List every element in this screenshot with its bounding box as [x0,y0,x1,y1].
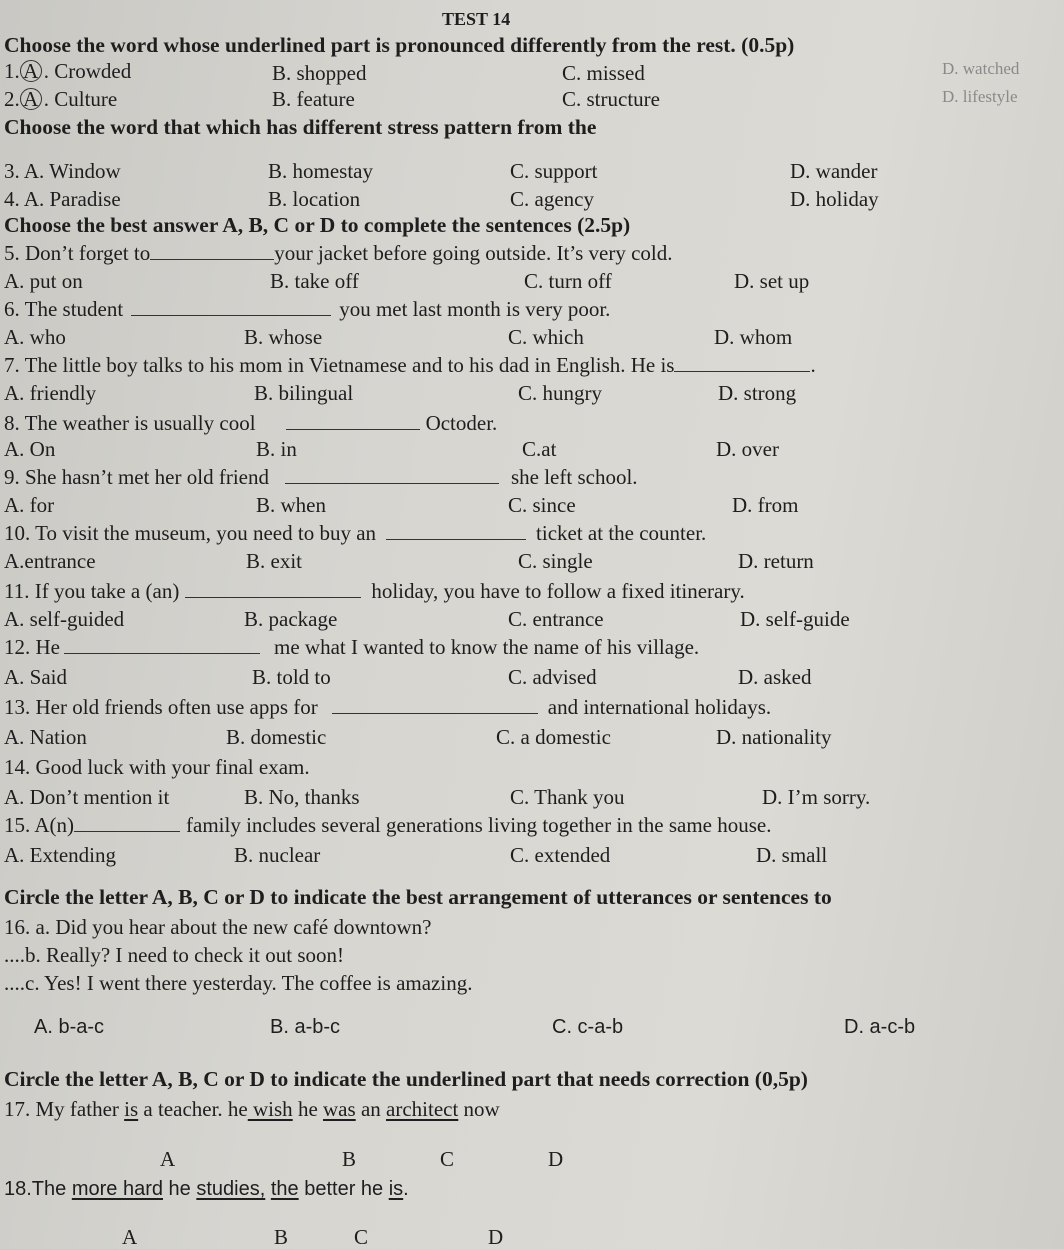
q7-option-b[interactable]: B. bilingual [254,381,354,405]
q17-number: 17. My father [4,1097,125,1121]
q8-option-b[interactable]: B. in [256,437,297,461]
q14-stem: 14. Good luck with your final exam. [4,755,310,779]
q2-option-b[interactable]: B. feature [272,87,355,111]
answer-blank[interactable] [74,830,180,832]
answer-blank[interactable] [386,538,526,540]
page-title: TEST 14 [442,9,511,29]
q7-stem-end: . [810,353,816,377]
q15-option-c[interactable]: C. extended [510,843,611,867]
answer-blank[interactable] [150,258,274,260]
q16-option-b[interactable]: B. a-b-c [270,1016,341,1038]
q17-underlined-a[interactable]: is [124,1097,139,1121]
q8-option-d[interactable]: D. over [716,437,779,461]
q7-stem: 7. The little boy talks to his mom in Vietnamese and to his dad in English. He is [4,353,675,377]
q3-option-b[interactable]: B. homestay [268,159,373,183]
q8-stem: 8. The weather is usually cool [4,411,256,435]
q13-option-d[interactable]: D. nationality [716,725,832,749]
answer-blank[interactable] [185,596,361,598]
q18-underlined-d[interactable]: is [388,1178,404,1200]
q18-underlined-c[interactable]: the [270,1178,299,1200]
q15-option-d[interactable]: D. small [756,843,828,867]
q14-option-b[interactable]: B. No, thanks [244,785,360,809]
q6-stem-end: you met last month is very poor. [339,297,611,321]
q17-text: he [292,1097,324,1121]
q17-label-b: B [342,1147,357,1171]
q10-option-d[interactable]: D. return [738,549,814,573]
q10-option-c[interactable]: C. single [518,549,593,573]
q18-number: 18.The [4,1178,72,1200]
q15-option-a[interactable]: A. Extending [4,843,116,867]
q17-underlined-d[interactable]: architect [386,1097,459,1121]
q17-label-c: C [440,1147,455,1171]
q14-option-d[interactable]: D. I’m sorry. [762,785,871,809]
q18-label-c: C [354,1225,369,1249]
q3-option-d[interactable]: D. wander [790,159,878,183]
q18-underlined-a[interactable]: more hard [71,1178,163,1200]
q5-option-b[interactable]: B. take off [270,269,359,293]
q7-option-a[interactable]: A. friendly [4,381,97,405]
q11-option-a[interactable]: A. self-guided [4,607,125,631]
section1-heading: Choose the word whose underlined part is pronounced differently from the rest. (0.5p) [4,33,795,57]
q6-option-b[interactable]: B. whose [244,325,323,349]
answer-blank[interactable] [674,370,810,372]
q9-option-d[interactable]: D. from [732,493,799,517]
answer-circle[interactable]: A [20,60,42,82]
q12-stem-end: me what I wanted to know the name of his village. [274,635,700,659]
q8-option-a[interactable]: A. On [4,437,56,461]
q6-option-c[interactable]: C. which [508,325,584,349]
section2-heading: Choose the word that which has different stress pattern from the [4,115,597,139]
q1-number: 1. [4,59,20,83]
q10-option-a[interactable]: A.entrance [4,549,96,573]
q5-stem-end: your jacket before going outside. It’s very cold. [274,241,673,265]
q1-option-c[interactable]: C. missed [562,61,645,85]
q1-option-b[interactable]: B. shopped [272,61,367,85]
q2-number: 2. [4,87,20,111]
q4-option-b[interactable]: B. location [268,187,361,211]
q6-option-a[interactable]: A. who [4,325,66,349]
q12-option-c[interactable]: C. advised [508,665,597,689]
q12-option-a[interactable]: A. Said [4,665,67,689]
q18-text: better he [298,1178,389,1200]
section5-heading: Circle the letter A, B, C or D to indicate the underlined part that needs correction (0,5p) [4,1067,808,1091]
q4-option-c[interactable]: C. agency [510,187,594,211]
q13-stem: 13. Her old friends often use apps for [4,695,318,719]
q17-underlined-b[interactable]: wish [247,1097,293,1121]
q17-label-d: D [548,1147,564,1171]
q4-option-a[interactable]: 4. A. Paradise [4,187,121,211]
q9-option-b[interactable]: B. when [256,493,326,517]
q16-option-c[interactable]: C. c-a-b [552,1016,624,1038]
q9-stem-end: she left school. [510,465,638,489]
section3-heading: Choose the best answer A, B, C or D to complete the sentences (2.5p) [4,213,631,237]
q15-stem-end: family includes several generations living together in the same house. [186,813,772,837]
q12-stem: 12. He [4,635,60,659]
answer-blank[interactable] [332,712,538,714]
q9-option-a[interactable]: A. for [4,493,55,517]
answer-blank[interactable] [286,428,420,430]
q11-option-c[interactable]: C. entrance [508,607,604,631]
q11-option-d[interactable]: D. self-guide [740,607,850,631]
answer-blank[interactable] [131,314,331,316]
q6-stem: 6. The student [4,297,124,321]
q3-option-c[interactable]: C. support [510,159,598,183]
q17-text: an [355,1097,387,1121]
q16-utterance-b: ....b. Really? I need to check it out soon! [4,943,344,967]
q8-stem-end: Octoder. [425,411,498,435]
q9-option-c[interactable]: C. since [508,493,576,517]
q11-option-b[interactable]: B. package [244,607,338,631]
q6-option-d[interactable]: D. whom [714,325,793,349]
q18-text: he [162,1178,197,1200]
q16-option-d[interactable]: D. a-c-b [844,1016,916,1038]
q5-stem: 5. Don’t forget to [4,241,151,265]
q12-option-d[interactable]: D. asked [738,665,812,689]
q10-stem-end: ticket at the counter. [536,521,707,545]
answer-blank[interactable] [64,652,260,654]
q16-option-a[interactable]: A. b-a-c [34,1016,105,1038]
q17-text: now [458,1097,500,1121]
q11-stem-end: holiday, you have to follow a fixed itinerary. [371,579,745,603]
answer-circle[interactable]: A [20,88,42,110]
q2-option-a[interactable]: . Culture [43,87,118,111]
q17-label-a: A [160,1147,176,1171]
q13-stem-end: and international holidays. [547,695,772,719]
q13-option-a[interactable]: A. Nation [4,725,87,749]
section4-heading: Circle the letter A, B, C or D to indicate the best arrangement of utterances or sentences to [4,885,832,909]
q18-text: . [403,1178,409,1200]
q14-option-c[interactable]: C. Thank you [510,785,625,809]
q1-option-d[interactable]: D. watched [942,59,1020,78]
q3-option-a[interactable]: 3. A. Window [4,159,121,183]
q5-option-c[interactable]: C. turn off [524,269,612,293]
q15-option-b[interactable]: B. nuclear [234,843,321,867]
q8-option-c[interactable]: C.at [522,437,557,461]
q18-label-b: B [274,1225,289,1249]
q16-utterance-c: ....c. Yes! I went there yesterday. The coffee is amazing. [4,971,473,995]
q4-option-d[interactable]: D. holiday [790,187,879,211]
q10-stem: 10. To visit the museum, you need to buy an [4,521,377,545]
q15-stem: 15. A(n) [4,813,74,837]
q18-label-a: A [122,1225,138,1249]
q2-option-d[interactable]: D. lifestyle [942,87,1018,106]
q11-stem: 11. If you take a (an) [4,579,180,603]
q7-option-c[interactable]: C. hungry [518,381,602,405]
q9-stem: 9. She hasn’t met her old friend [4,465,269,489]
q17-underlined-c[interactable]: was [323,1097,356,1121]
q2-option-c[interactable]: C. structure [562,87,660,111]
q16-utterance-a: 16. a. Did you hear about the new café downtown? [4,915,432,939]
q13-option-c[interactable]: C. a domestic [496,725,611,749]
q18-underlined-b[interactable]: studies, [196,1178,266,1200]
q5-option-d[interactable]: D. set up [734,269,810,293]
q13-option-b[interactable]: B. domestic [226,725,327,749]
q18-label-d: D [488,1225,504,1249]
q1-option-a[interactable]: . Crowded [43,59,132,83]
q7-option-d[interactable]: D. strong [718,381,797,405]
answer-blank[interactable] [285,482,499,484]
q12-option-b[interactable]: B. told to [252,665,331,689]
q10-option-b[interactable]: B. exit [246,549,302,573]
q17-text: a teacher. he [138,1097,248,1121]
q14-option-a[interactable]: A. Don’t mention it [4,785,170,809]
q5-option-a[interactable]: A. put on [4,269,83,293]
